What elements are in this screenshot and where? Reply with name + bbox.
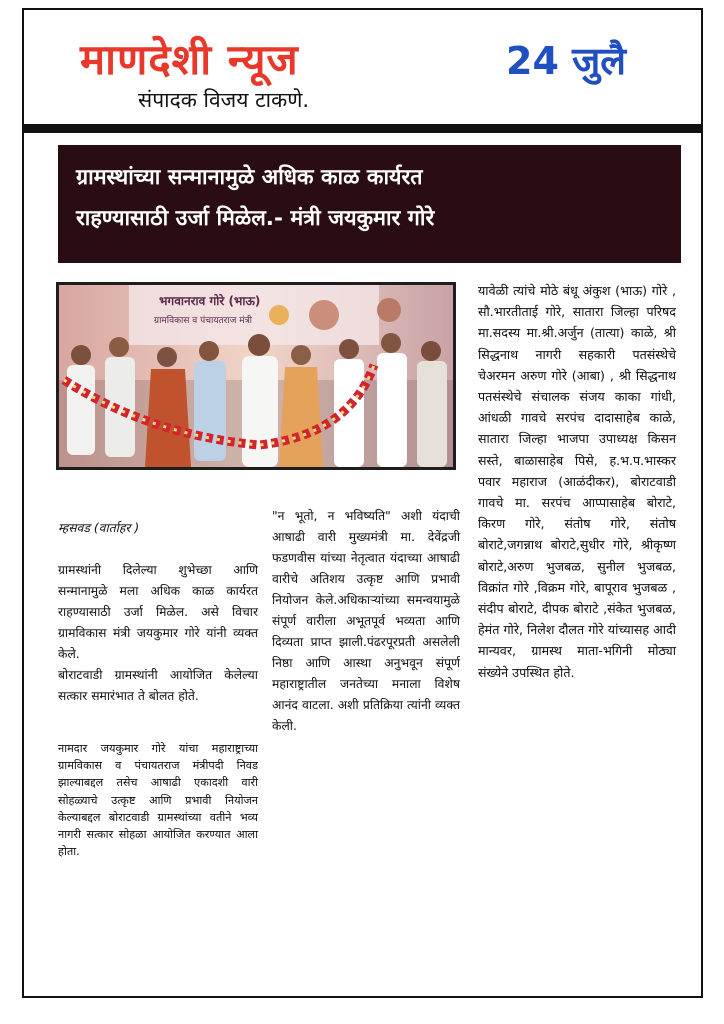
article-column-3: यावेळी त्यांचे मोठे बंधू अंकुश (भाऊ) गोरे , सौ.भारतीताई गोरे, सातारा जिल्हा परिषद मा.सदस्य मा.श्री.अर्जुन (तात्या) काळे, श्री सिद्धनाथ नागरी सहकारी पतसंस्थेचे चेअरमन अरुण गोरे (आबा) , श्री सिद्धनाथ पतसंस्थेचे संचालक संजय काका गांधी, आंधळी गावचे सरपंच दादासाहेब काळे, सातारा जिल्हा भाजपा उपाध्यक्ष किसन सस्ते, बाळासाहेब पिसे, ह.भ.प.भास्कर पवार महाराज (आळंदीकर), बोराटवाडी गावचे मा. सरपंच आप्पासाहेब बोराटे, किरण गोरे, संतोष गोरे, संतोष बोराटे,जगन्नाथ बोराटे,सुधीर गोरे, श्रीकृष्ण बोराटे,अरुण भुजबळ, सुनील भुजबळ, विक्रांत गोरे ,विक्रम गोरे, बापूराव भुजबळ , संदीप बोराटे, दीपक बोराटे ,संकेत भुजबळ, हेमंत गोरे, निलेश दौलत गोरे यांच्यासह आदी मान्यवर, ग्रामस्थ माता-भगिनी मोठ्या संख्येने उपस्थित होते.	[478, 283, 676, 680]
masthead-title: माणदेशी न्यूज	[80, 35, 299, 84]
article-column-1-top	[58, 497, 258, 728]
headline-box	[58, 145, 681, 263]
article-column-2: "न भूतो, न भविष्यति" अशी यंदाची आषाढी वारी मुख्यमंत्री मा. देवेंद्रजी फडणवीस यांच्या नेतृत्वात यंदाच्या आषाढी वारीचे अतिशय उत्कृष्ट आणि प्रभावी नियोजन केले.अधिकाऱ्यांच्या समन्वयामुळे संपूर्ण वारीला अभूतपूर्व भव्यता आणि दिव्यता प्राप्त झाली.पंढरपूरप्रती असलेली निष्ठा आणि आस्था अनुभवून संपूर्ण महाराष्ट्रातील जनतेच्या मनाला विशेष आनंद वाटला. अशी प्रतिक्रिया त्यांनी व्यक्त केली.	[272, 509, 460, 733]
photo-banner-sub: ग्रामविकास व पंचायतराज मंत्री	[154, 316, 252, 326]
masthead-divider	[22, 124, 703, 133]
article-paragraph-2: नामदार जयकुमार गोरे यांचा महाराष्ट्राच्या ग्रामविकास व पंचायतराज मंत्रीपदी निवड झाल्याबद्दल तसेच आषाढी एकादशी वारी सोहळ्याचे उत्कृष्ट आणि प्रभावी नियोजन केल्याबद्दल बोराटवाडी ग्रामस्थांच्या वतीने भव्य नागरी सत्कार सोहळा आयोजित करण्यात आला होता.	[58, 742, 258, 859]
issue-date: 24 जुलै	[506, 39, 627, 83]
article-dateline: म्हसवड (वार्ताहर )	[58, 521, 140, 535]
headline-line-2: राहण्यासाठी उर्जा मिळेल.- मंत्री जयकुमार गोरे	[76, 206, 435, 231]
headline-line-1: ग्रामस्थांच्या सन्मानामुळे अधिक काळ कार्यरत	[76, 165, 423, 190]
photo-banner-name: भगवानराव गोरे (भाऊ)	[159, 294, 261, 308]
event-photo-illustration	[59, 285, 453, 467]
editor-line: संपादक विजय टाकणे.	[138, 88, 310, 112]
article-paragraph-1: ग्रामस्थांनी दिलेल्या शुभेच्छा आणि सन्मानामुळे मला अधिक काळ कार्यरत राहण्यासाठी उर्जा मिळेल. असे विचार ग्रामविकास मंत्री जयकुमार गोरे यांनी व्यक्त केले. बोराटवाडी ग्रामस्थांनी आयोजित केलेल्या सत्कार समारंभात ते बोलत होते.	[58, 563, 258, 703]
event-photo	[56, 282, 456, 470]
